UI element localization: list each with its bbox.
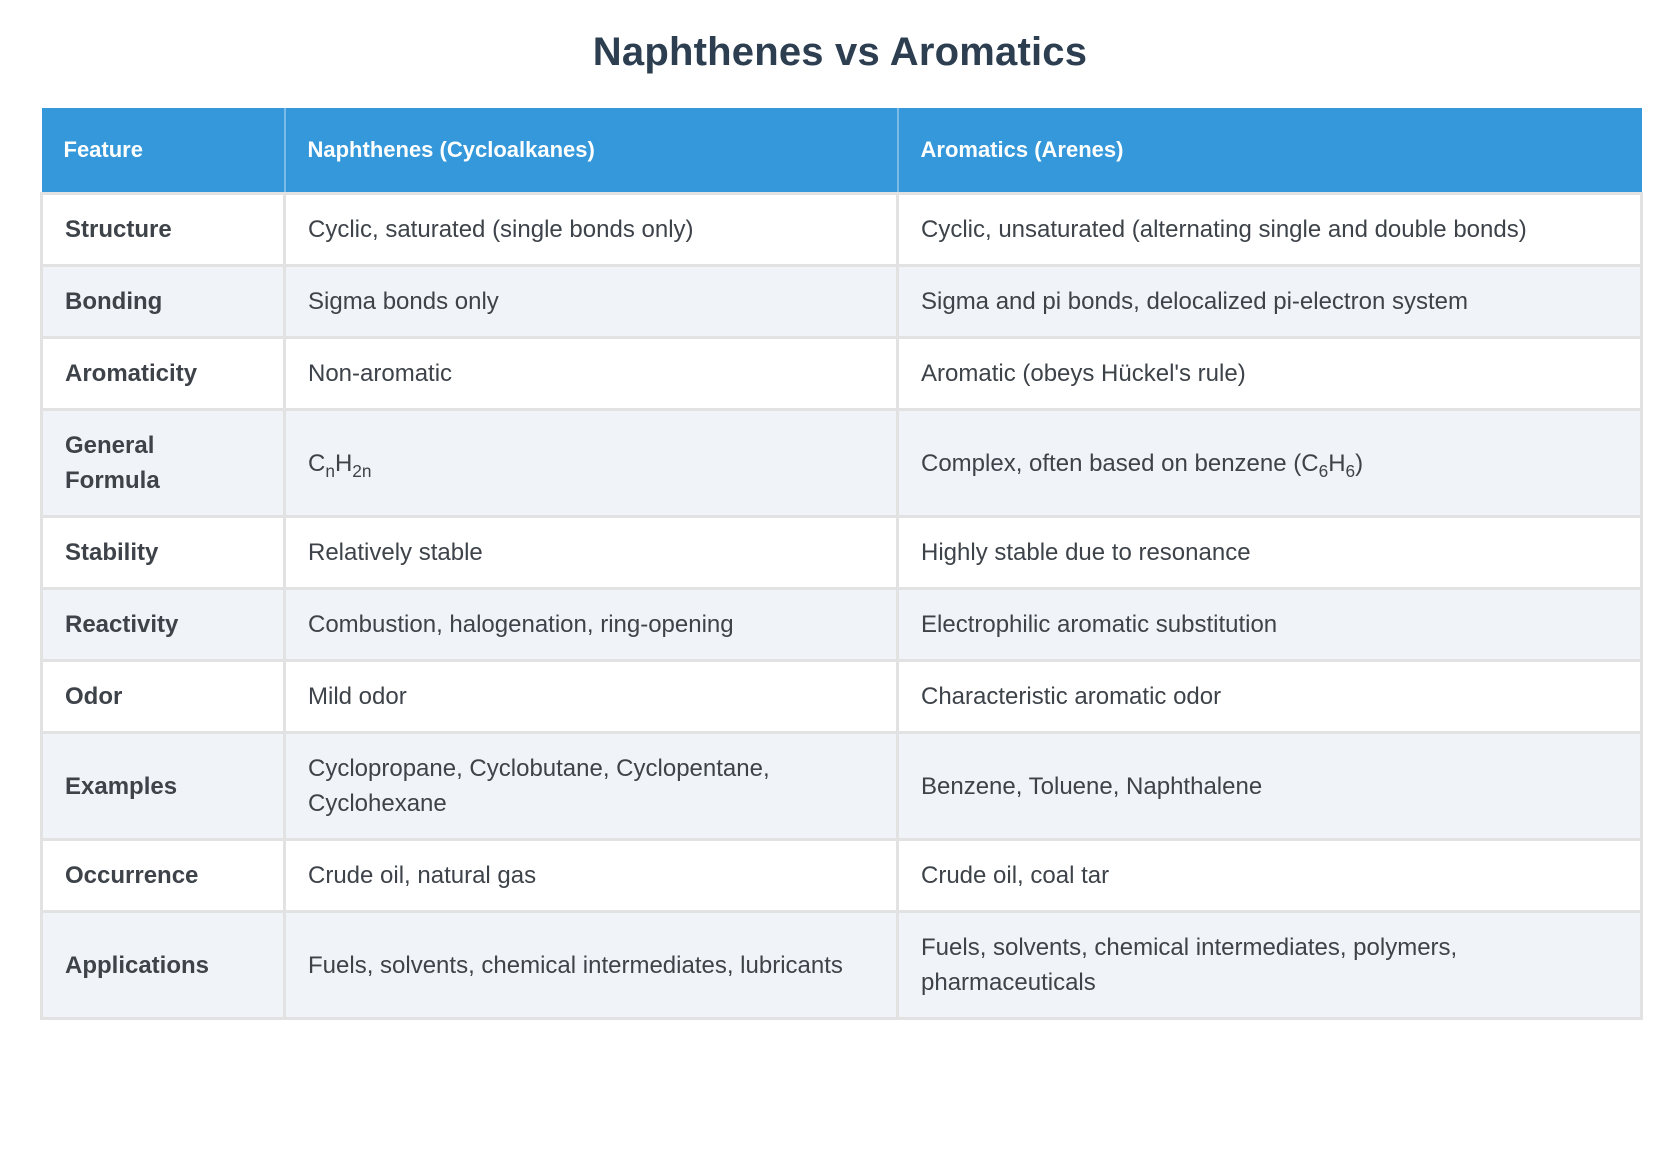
aromatics-cell: Sigma and pi bonds, delocalized pi-electron system <box>898 266 1642 338</box>
table-body <box>42 194 1642 1019</box>
feature-label <box>42 661 285 733</box>
column-header-feature: Feature <box>42 108 285 194</box>
feature-label <box>42 733 285 840</box>
feature-label-text: Examples <box>65 772 178 800</box>
feature-label <box>42 517 285 589</box>
table-row-examples <box>42 733 1642 840</box>
table-row-stability <box>42 517 1642 589</box>
table-row-general-formula <box>42 410 1642 517</box>
table-row-aromaticity <box>42 338 1642 410</box>
naphthenes-cell: $C_nH_{2n}$ <box>285 410 898 517</box>
feature-label-text: Bonding <box>65 288 163 315</box>
feature-label <box>42 338 285 410</box>
table-row-applications <box>42 912 1642 1019</box>
naphthenes-cell: Fuels, solvents, chemical intermediates, lubricants <box>285 912 898 1019</box>
page <box>0 28 1680 1020</box>
aromatics-cell: Crude oil, coal tar <box>898 840 1642 912</box>
naphthenes-cell: Mild odor <box>285 661 898 733</box>
feature-label-text: Occurrence <box>65 862 199 889</box>
aromatics-cell: Complex, often based on benzene $(C_6H_6)$ <box>898 410 1642 517</box>
naphthenes-cell: Cyclic, saturated (single bonds only) <box>285 194 898 266</box>
feature-label <box>42 840 285 912</box>
aromatics-cell: Fuels, solvents, chemical intermediates, polymers, pharmaceuticals <box>898 912 1642 1019</box>
feature-label-text: Reactivity <box>65 611 179 638</box>
feature-label <box>42 589 285 661</box>
table-row-reactivity <box>42 589 1642 661</box>
naphthenes-cell: Sigma bonds only <box>285 266 898 338</box>
table-row-occurrence <box>42 840 1642 912</box>
feature-label-text: Aromaticity <box>65 360 198 387</box>
aromatics-cell: Highly stable due to resonance <box>898 517 1642 589</box>
aromatics-cell: Characteristic aromatic odor <box>898 661 1642 733</box>
table-header <box>42 108 1642 194</box>
page-title: Naphthenes vs Aromatics <box>592 30 1088 74</box>
header-row <box>42 108 1642 194</box>
feature-label-text: Stability <box>65 539 159 566</box>
feature-label <box>42 266 285 338</box>
aromatics-cell: Electrophilic aromatic substitution <box>898 589 1642 661</box>
table-row-bonding <box>42 266 1642 338</box>
aromatics-cell: Cyclic, unsaturated (alternating single and double bonds) <box>898 194 1642 266</box>
table-row-structure <box>42 194 1642 266</box>
column-header-aromatics: Aromatics (Arenes) <box>898 108 1642 194</box>
feature-label-text: Odor <box>65 683 123 710</box>
feature-label <box>42 194 285 266</box>
comparison-table <box>40 108 1643 1020</box>
naphthenes-cell: Cyclopropane, Cyclobutane, Cyclopentane, Cyclohexane <box>285 733 898 840</box>
aromatics-cell: Benzene, Toluene, Naphthalene <box>898 733 1642 840</box>
feature-label-text: General Formula <box>65 432 160 494</box>
aromatics-cell: Aromatic (obeys Hückel's rule) <box>898 338 1642 410</box>
feature-label <box>42 410 285 517</box>
table-row-odor <box>42 661 1642 733</box>
naphthenes-cell: Combustion, halogenation, ring-opening <box>285 589 898 661</box>
naphthenes-cell: Non-aromatic <box>285 338 898 410</box>
feature-label-text: Structure <box>65 216 172 243</box>
column-header-naphthenes: Naphthenes (Cycloalkanes) <box>285 108 898 194</box>
naphthenes-cell: Relatively stable <box>285 517 898 589</box>
feature-label-text: Applications <box>65 951 210 979</box>
naphthenes-cell: Crude oil, natural gas <box>285 840 898 912</box>
feature-label <box>42 912 285 1019</box>
